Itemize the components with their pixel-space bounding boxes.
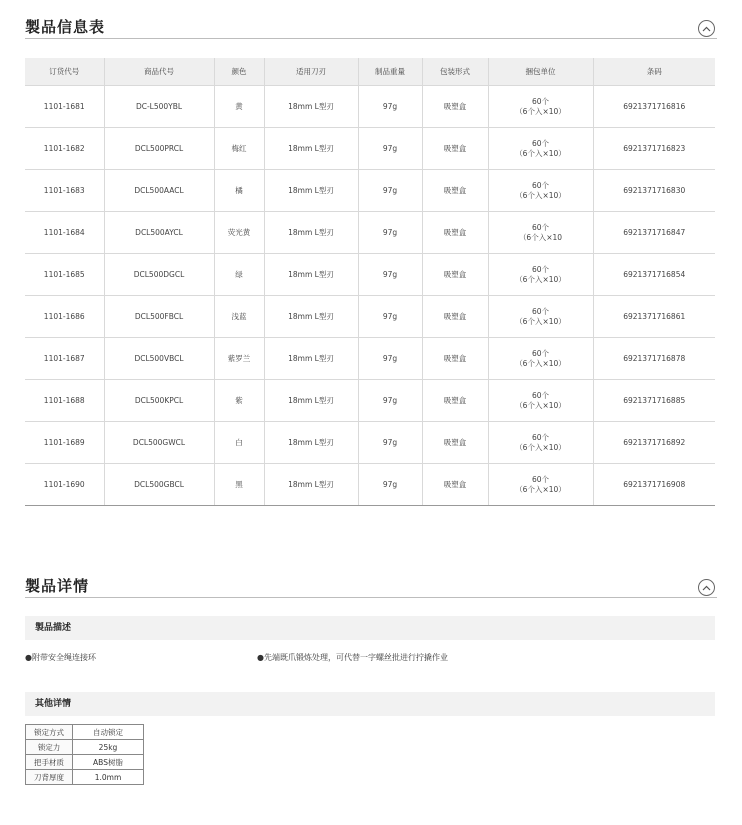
product-info-table-body	[25, 86, 715, 506]
blade-cell: 18mm L型刃	[264, 128, 358, 170]
detail-collapse-button[interactable]	[698, 579, 715, 596]
product-code-cell: DCL500DGCL	[104, 254, 214, 296]
color-cell: 紫	[214, 380, 264, 422]
barcode-cell: 6921371716892	[593, 422, 715, 464]
order-code-cell: 1101-1682	[25, 128, 104, 170]
packaging-cell: 吸塑盒	[422, 422, 488, 464]
barcode-cell: 6921371716878	[593, 338, 715, 380]
unit-cell	[488, 296, 593, 338]
packaging-cell: 吸塑盒	[422, 128, 488, 170]
barcode-cell: 6921371716816	[593, 86, 715, 128]
color-cell: 白	[214, 422, 264, 464]
barcode-cell: 6921371716885	[593, 380, 715, 422]
column-header: 商品代号	[104, 58, 214, 86]
color-cell: 黑	[214, 464, 264, 506]
barcode-cell: 6921371716847	[593, 212, 715, 254]
packaging-cell: 吸塑盒	[422, 296, 488, 338]
color-cell: 黄	[214, 86, 264, 128]
product-code-cell: DCL500PRCL	[104, 128, 214, 170]
spec-value: 自动锁定	[73, 725, 144, 740]
column-header: 制品重量	[358, 58, 422, 86]
feature-item: ●先端既爪锻炼处理，可代替一字螺丝批进行拧撬作业	[257, 653, 448, 662]
blade-cell: 18mm L型刃	[264, 338, 358, 380]
unit-detail: （6个入×10）	[515, 190, 566, 200]
product-code-cell: DCL500VBCL	[104, 338, 214, 380]
table-row	[25, 86, 715, 128]
packaging-cell: 吸塑盒	[422, 170, 488, 212]
table-header-row	[25, 58, 715, 86]
weight-cell: 97g	[358, 422, 422, 464]
weight-cell: 97g	[358, 212, 422, 254]
color-cell: 荧光黄	[214, 212, 264, 254]
blade-cell: 18mm L型刃	[264, 380, 358, 422]
color-cell: 紫罗兰	[214, 338, 264, 380]
unit-cell	[488, 86, 593, 128]
color-cell: 浅蓝	[214, 296, 264, 338]
weight-cell: 97g	[358, 254, 422, 296]
unit-detail: （6个入×10）	[515, 148, 566, 158]
unit-qty: 60个	[531, 390, 550, 400]
spec-row	[26, 755, 144, 770]
table-row	[25, 296, 715, 338]
table-row	[25, 254, 715, 296]
unit-qty: 60个	[531, 432, 550, 442]
detail-section-title: 製品详情	[25, 577, 90, 595]
unit-detail: （6个入×10）	[515, 106, 566, 116]
spec-key: 刀背厚度	[26, 770, 73, 785]
unit-cell	[488, 464, 593, 506]
order-code-cell: 1101-1681	[25, 86, 104, 128]
unit-qty: 60个	[531, 264, 550, 274]
product-code-cell: DCL500GWCL	[104, 422, 214, 464]
order-code-cell: 1101-1685	[25, 254, 104, 296]
spec-key: 把手材质	[26, 755, 73, 770]
column-header: 条码	[593, 58, 715, 86]
table-row	[25, 170, 715, 212]
other-details-heading: 其他详情	[25, 692, 715, 716]
spec-row	[26, 770, 144, 785]
spec-table	[25, 724, 144, 785]
order-code-cell: 1101-1684	[25, 212, 104, 254]
unit-qty: 60个	[531, 306, 550, 316]
product-code-cell: DCL500KPCL	[104, 380, 214, 422]
unit-detail: （6个入×10）	[515, 400, 566, 410]
table-row	[25, 380, 715, 422]
unit-cell	[488, 170, 593, 212]
order-code-cell: 1101-1683	[25, 170, 104, 212]
spec-value: ABS树脂	[73, 755, 144, 770]
feature-item: ●附带安全绳连接环	[25, 653, 96, 662]
order-code-cell: 1101-1689	[25, 422, 104, 464]
table-row	[25, 338, 715, 380]
table-row	[25, 128, 715, 170]
packaging-cell: 吸塑盒	[422, 212, 488, 254]
blade-cell: 18mm L型刃	[264, 422, 358, 464]
unit-qty: 60个	[531, 474, 550, 484]
packaging-cell: 吸塑盒	[422, 380, 488, 422]
packaging-cell: 吸塑盒	[422, 464, 488, 506]
unit-qty: 60个	[531, 222, 550, 232]
product-code-cell: DC-L500YBL	[104, 86, 214, 128]
packaging-cell: 吸塑盒	[422, 254, 488, 296]
unit-detail: （6个入×10）	[515, 484, 566, 494]
unit-cell	[488, 254, 593, 296]
unit-cell	[488, 128, 593, 170]
unit-detail: （6个入×10）	[515, 442, 566, 452]
table-row	[25, 422, 715, 464]
unit-cell	[488, 422, 593, 464]
table-row	[25, 464, 715, 506]
unit-cell	[488, 212, 593, 254]
info-section-header	[25, 16, 717, 39]
color-cell: 橘	[214, 170, 264, 212]
barcode-cell: 6921371716830	[593, 170, 715, 212]
order-code-cell: 1101-1686	[25, 296, 104, 338]
product-code-cell: DCL500AYCL	[104, 212, 214, 254]
color-cell: 绿	[214, 254, 264, 296]
weight-cell: 97g	[358, 86, 422, 128]
spec-value: 25kg	[73, 740, 144, 755]
spec-row	[26, 725, 144, 740]
packaging-cell: 吸塑盒	[422, 338, 488, 380]
unit-detail: （6个入×10）	[515, 316, 566, 326]
unit-qty: 60个	[531, 348, 550, 358]
packaging-cell: 吸塑盒	[422, 86, 488, 128]
barcode-cell: 6921371716861	[593, 296, 715, 338]
blade-cell: 18mm L型刃	[264, 170, 358, 212]
detail-section-header	[25, 575, 717, 598]
product-code-cell: DCL500AACL	[104, 170, 214, 212]
description-heading: 製品描述	[25, 616, 715, 640]
weight-cell: 97g	[358, 464, 422, 506]
blade-cell: 18mm L型刃	[264, 296, 358, 338]
blade-cell: 18mm L型刃	[264, 464, 358, 506]
unit-cell	[488, 338, 593, 380]
unit-cell	[488, 380, 593, 422]
order-code-cell: 1101-1690	[25, 464, 104, 506]
barcode-cell: 6921371716854	[593, 254, 715, 296]
column-header: 订货代号	[25, 58, 104, 86]
weight-cell: 97g	[358, 296, 422, 338]
chevron-up-circle-icon	[702, 26, 711, 32]
unit-detail: （6个入×10	[518, 232, 563, 242]
order-code-cell: 1101-1688	[25, 380, 104, 422]
product-code-cell: DCL500FBCL	[104, 296, 214, 338]
barcode-cell: 6921371716908	[593, 464, 715, 506]
info-section-title: 製品信息表	[25, 18, 106, 36]
spec-row	[26, 740, 144, 755]
unit-qty: 60个	[531, 96, 550, 106]
chevron-up-circle-icon	[702, 585, 711, 591]
weight-cell: 97g	[358, 128, 422, 170]
blade-cell: 18mm L型刃	[264, 254, 358, 296]
column-header: 包装形式	[422, 58, 488, 86]
product-info-table	[25, 58, 715, 506]
order-code-cell: 1101-1687	[25, 338, 104, 380]
column-header: 适用刀刃	[264, 58, 358, 86]
color-cell: 梅红	[214, 128, 264, 170]
weight-cell: 97g	[358, 170, 422, 212]
spec-key: 锁定方式	[26, 725, 73, 740]
table-row	[25, 212, 715, 254]
weight-cell: 97g	[358, 380, 422, 422]
column-header: 颜色	[214, 58, 264, 86]
info-collapse-button[interactable]	[698, 20, 715, 37]
barcode-cell: 6921371716823	[593, 128, 715, 170]
unit-qty: 60个	[531, 180, 550, 190]
unit-qty: 60个	[531, 138, 550, 148]
spec-value: 1.0mm	[73, 770, 144, 785]
unit-detail: （6个入×10）	[515, 358, 566, 368]
blade-cell: 18mm L型刃	[264, 212, 358, 254]
blade-cell: 18mm L型刃	[264, 86, 358, 128]
spec-key: 锁定力	[26, 740, 73, 755]
weight-cell: 97g	[358, 338, 422, 380]
unit-detail: （6个入×10）	[515, 274, 566, 284]
product-code-cell: DCL500GBCL	[104, 464, 214, 506]
column-header: 捆包单位	[488, 58, 593, 86]
